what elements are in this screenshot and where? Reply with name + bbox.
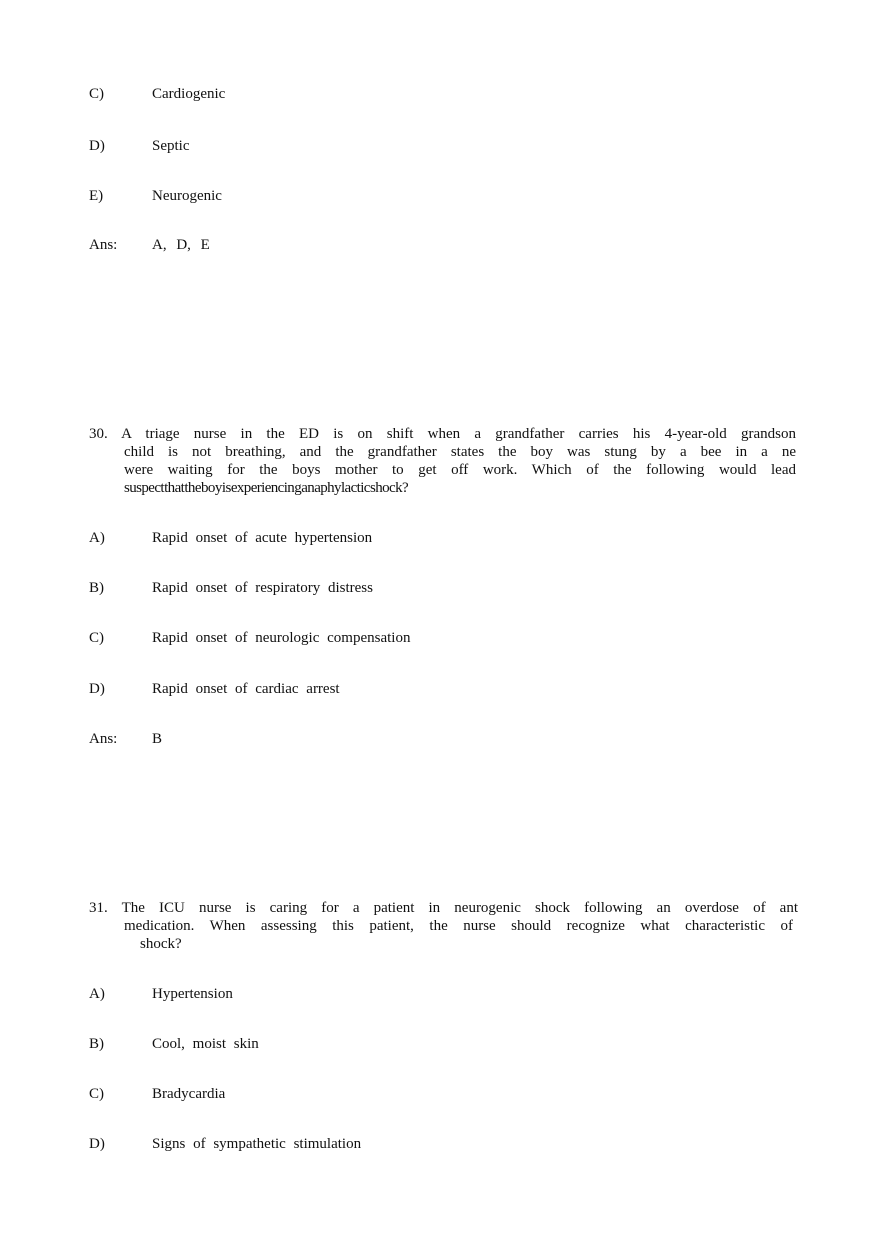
option-letter: E) [89, 188, 104, 204]
option-letter: D) [89, 681, 105, 697]
question-stem-line: medication. When assessing this patient, the nurse should recognize what characteristic of [124, 918, 793, 934]
question-stem-line: suspect that the boy is experiencing anaphylactic shock? [124, 480, 409, 496]
option-letter: D) [89, 1136, 105, 1152]
option-letter: B) [89, 580, 104, 596]
option-text: Signs of sympathetic stimulation [152, 1136, 362, 1152]
option-text: Bradycardia [152, 1086, 226, 1102]
question-stem-line: 31. The ICU nurse is caring for a patient in neurogenic shock following an overdose of ant [89, 900, 798, 916]
answer-value: A, D, E [152, 237, 210, 253]
option-text: Septic [152, 138, 190, 154]
option-letter: B) [89, 1036, 104, 1052]
option-letter: A) [89, 530, 105, 546]
question-stem-line: shock? [140, 936, 182, 952]
question-stem-line: child is not breathing, and the grandfather states the boy was stung by a bee in a ne [124, 444, 796, 460]
option-text: Rapid onset of cardiac arrest [152, 681, 340, 697]
option-letter: D) [89, 138, 105, 154]
option-letter: C) [89, 86, 104, 102]
answer-label: Ans: [89, 237, 118, 253]
answer-value: B [152, 731, 163, 747]
option-letter: C) [89, 1086, 104, 1102]
question-stem-line: were waiting for the boys mother to get off work. Which of the following would lead [124, 462, 796, 478]
option-text: Rapid onset of respiratory distress [152, 580, 373, 596]
option-letter: C) [89, 630, 104, 646]
option-text: Cardiogenic [152, 86, 226, 102]
option-letter: A) [89, 986, 105, 1002]
option-text: Hypertension [152, 986, 233, 1002]
answer-label: Ans: [89, 731, 118, 747]
option-text: Neurogenic [152, 188, 222, 204]
option-text: Rapid onset of neurologic compensation [152, 630, 411, 646]
option-text: Rapid onset of acute hypertension [152, 530, 373, 546]
option-text: Cool, moist skin [152, 1036, 259, 1052]
question-stem-line: 30. A triage nurse in the ED is on shift when a grandfather carries his 4-year-old grandson [89, 426, 796, 442]
